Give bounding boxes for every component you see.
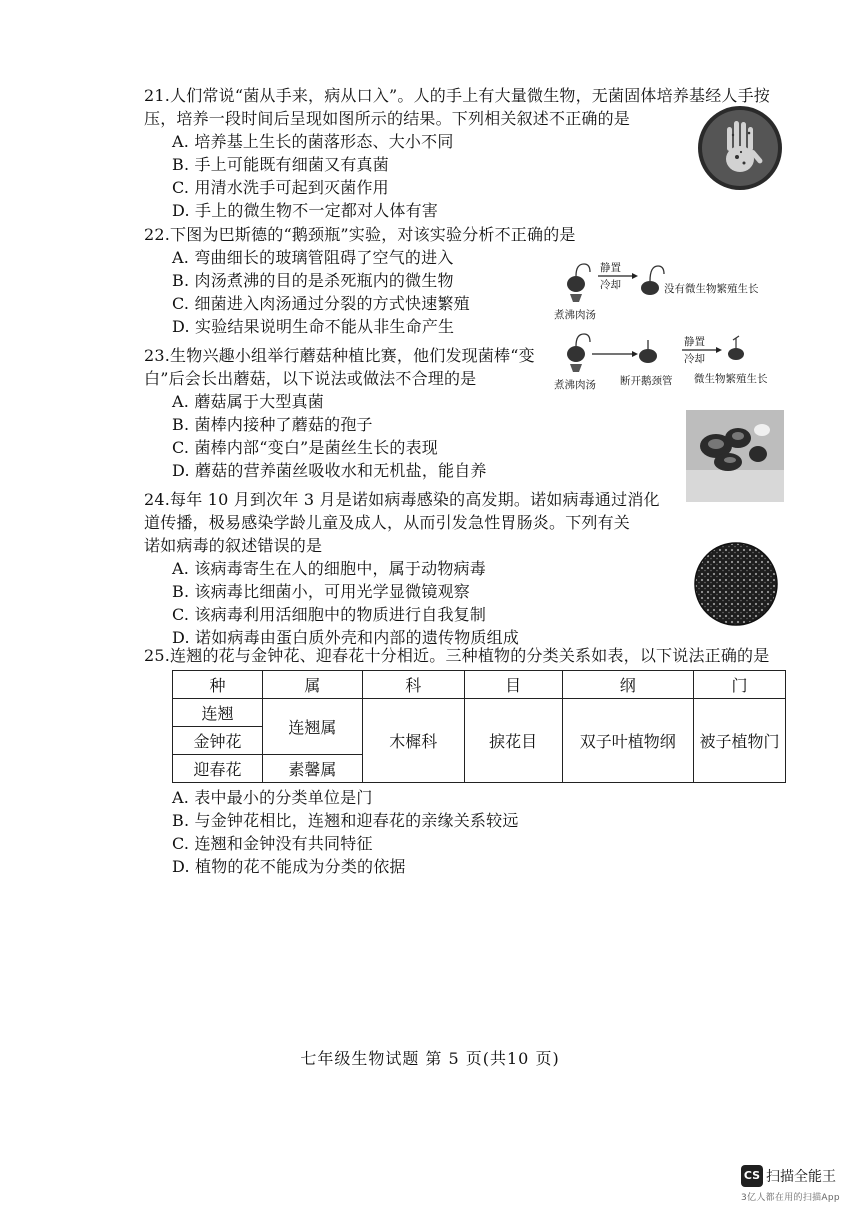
family-cell: 木樨科: [362, 699, 464, 783]
q21-stem-line-2: 压，培养一段时间后呈现如图所示的结果。下列相关叙述不正确的是: [144, 109, 631, 128]
q23-option-b: B. 菌棒内接种了蘑菇的孢子: [172, 415, 373, 434]
header-class: 纲: [562, 671, 693, 699]
q25-option-d: D. 植物的花不能成为分类的依据: [172, 857, 406, 876]
flask-bottom-start-label: 煮沸肉汤: [554, 379, 596, 391]
q25-options: [144, 786, 519, 878]
q23-option-c: C. 菌棒内部“变白”是菌丝生长的表现: [172, 438, 439, 457]
q25-option-b: B. 与金钟花相比，连翘和迎春花的亲缘关系较远: [172, 811, 519, 830]
norovirus-micrograph: [694, 542, 778, 626]
page-footer: 七年级生物试题 第 5 页(共10 页): [300, 1049, 560, 1068]
q22-option-d: D. 实验结果说明生命不能从非生命产生: [172, 317, 455, 336]
genus-lianqiao: 连翘属: [263, 699, 363, 755]
mushroom-log-photo: [686, 410, 784, 502]
q21-option-d: D. 手上的微生物不一定都对人体有害: [172, 201, 439, 220]
header-phylum: 门: [694, 671, 786, 699]
q25-stem: 25.连翘的花与金钟花、迎春花十分相近。三种植物的分类关系如表，以下说法正确的是: [144, 646, 770, 665]
q23-stem-line-1: 23.生物兴趣小组举行蘑菇种植比赛，他们发现菌棒“变: [144, 346, 535, 365]
question-21: [144, 84, 770, 222]
camscanner-logo-icon: CS: [741, 1165, 763, 1187]
question-24: [144, 488, 660, 649]
order-cell: 捩花目: [464, 699, 562, 783]
swan-neck-flask-diagram: [548, 258, 788, 398]
species-lianqiao: 连翘: [173, 699, 263, 727]
q24-stem-line-2: 道传播，极易感染学龄儿童及成人，从而引发急性胃肠炎。下列有关: [144, 513, 631, 532]
q21-stem-line-1: 21.人们常说“菌从手来，病从口入”。人的手上有大量微生物，无菌固体培养基经人手按: [144, 86, 771, 105]
q22-option-a: A. 弯曲细长的玻璃管阻碍了空气的进入: [172, 248, 454, 267]
flask-top-step2-label: 冷却: [600, 279, 621, 291]
flask-top-result-label: 没有微生物繁殖生长: [664, 283, 759, 295]
scanner-app-name: 扫描全能王: [766, 1169, 836, 1185]
flask-bottom-step2-label: 冷却: [684, 353, 705, 365]
q24-option-b: B. 该病毒比细菌小，可用光学显微镜观察: [172, 582, 470, 601]
flask-bottom-row: [554, 334, 768, 391]
q24-option-c: C. 该病毒利用活细胞中的物质进行自我复制: [172, 605, 487, 624]
classification-table: [172, 670, 786, 783]
q24-stem-line-1: 24.每年 10 月到次年 3 月是诺如病毒感染的高发期。诺如病毒通过消化: [144, 490, 660, 509]
header-family: 科: [362, 671, 464, 699]
q23-stem-line-2: 白”后会长出蘑菇，以下说法或做法不合理的是: [144, 369, 477, 388]
q25-option-c: C. 连翘和金钟没有共同特征: [172, 834, 373, 853]
flask-bottom-step-label: 静置: [684, 336, 705, 348]
q21-option-c: C. 用清水洗手可起到灭菌作用: [172, 178, 389, 197]
genus-suxin: 素馨属: [263, 755, 363, 783]
flask-top-step-label: 静置: [600, 262, 621, 274]
question-25: [144, 644, 769, 667]
flask-bottom-action-label: 断开鹅颈管: [620, 375, 673, 387]
header-order: 目: [464, 671, 562, 699]
table-header-row: [173, 671, 786, 699]
class-cell: 双子叶植物纲: [562, 699, 693, 783]
scanner-app-watermark: [741, 1165, 840, 1203]
species-yingchunhua: 迎春花: [173, 755, 263, 783]
q22-stem: 22.下图为巴斯德的“鹅颈瓶”实验，对该实验分析不正确的是: [144, 225, 576, 244]
q24-option-d: D. 诺如病毒由蛋白质外壳和内部的遗传物质组成: [172, 628, 520, 647]
q24-option-a: A. 该病毒寄生在人的细胞中，属于动物病毒: [172, 559, 486, 578]
table-row: [173, 699, 786, 727]
species-jinzhonghua: 金钟花: [173, 727, 263, 755]
q25-option-a: A. 表中最小的分类单位是门: [172, 788, 373, 807]
question-22: [144, 223, 576, 338]
q23-option-a: A. 蘑菇属于大型真菌: [172, 392, 324, 411]
phylum-cell: 被子植物门: [694, 699, 786, 783]
flask-top-row: [554, 261, 759, 321]
header-species: 种: [173, 671, 263, 699]
q22-option-c: C. 细菌进入肉汤通过分裂的方式快速繁殖: [172, 294, 470, 313]
scanner-app-tagline: 3亿人都在用的扫描App: [741, 1193, 840, 1203]
flask-top-start-label: 煮沸肉汤: [554, 309, 596, 321]
q23-option-d: D. 蘑菇的营养菌丝吸收水和无机盐，能自养: [172, 461, 487, 480]
q22-option-b: B. 肉汤煮沸的目的是杀死瓶内的微生物: [172, 271, 454, 290]
q24-stem-line-3: 诺如病毒的叙述错误的是: [144, 536, 323, 555]
question-23: [144, 344, 535, 482]
q21-option-b: B. 手上可能既有细菌又有真菌: [172, 155, 389, 174]
hand-print-culture-image: [697, 105, 783, 191]
q21-option-a: A. 培养基上生长的菌落形态、大小不同: [172, 132, 454, 151]
flask-bottom-result-label: 微生物繁殖生长: [694, 373, 768, 385]
header-genus: 属: [263, 671, 363, 699]
